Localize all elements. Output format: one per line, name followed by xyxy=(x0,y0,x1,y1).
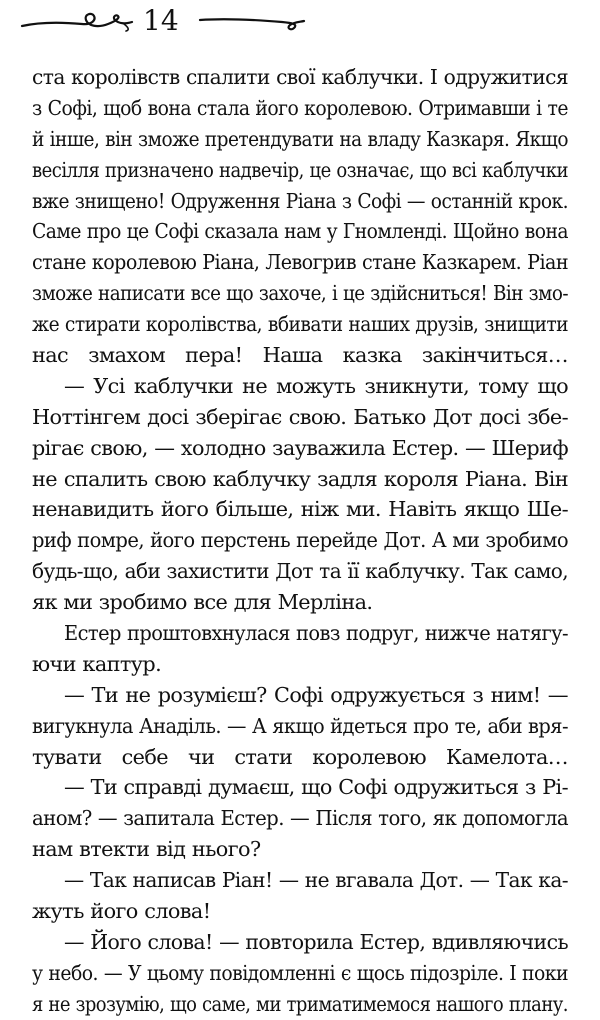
text-line: — Так написав Ріан! — не вгавала Дот. — Так ка- xyxy=(64,868,568,893)
text-line: вигукнула Анаділь. — А якщо йдеться про те, аби вря- xyxy=(32,713,568,738)
text-line: — Ти справді думаєш, що Софі одружиться з Рі- xyxy=(64,775,568,800)
text-line: нам втекти від нього? xyxy=(32,837,261,862)
text-line: аном? — запитала Естер. — Після того, як допомогла xyxy=(32,806,568,831)
text-line: стане королевою Ріана, Левогрив стане Казкарем. Ріан xyxy=(32,250,568,275)
text-line: ста королівств спалити свої каблучки. І одружитися xyxy=(32,65,568,89)
text-line: тувати себе чи стати королевою Камелота… xyxy=(32,744,568,769)
text-line: Естер проштовхнулася повз подруг, нижче натягу- xyxy=(64,621,568,646)
text-line: будь-що, аби захистити Дот та її каблучку. Так само, xyxy=(32,559,568,584)
text-line: не спалить свою каблучку задля короля Ріана. Він xyxy=(32,466,568,491)
text-line: рігає свою, — холодно зауважила Естер. — Шериф xyxy=(32,435,568,460)
text-line: як ми зробимо все для Мерліна. xyxy=(32,590,373,615)
page-number: 14 xyxy=(143,4,179,37)
text-line: — Його слова! — повторила Естер, вдивляючись xyxy=(64,929,568,954)
text-line: вже знищено! Одруження Ріана з Софі — останній крок. xyxy=(32,188,568,213)
text-line: з Софі, щоб вона стала його королевою. Отримавши і те xyxy=(32,95,568,120)
text-line: жуть його слова! xyxy=(32,899,211,924)
left-flourish-ornament-icon xyxy=(20,10,138,34)
text-line: ючи каптур. xyxy=(32,651,162,676)
page-body-text xyxy=(32,62,568,1020)
text-line: я не зрозумію, що саме, ми триматимемося нашого плану. xyxy=(32,991,568,1016)
right-flourish-ornament-icon xyxy=(198,10,306,34)
text-line: же стирати королівства, вбивати наших друзів, знищити xyxy=(32,312,568,337)
text-line: Саме про це Софі сказала нам у Гномленді. Щойно вона xyxy=(32,219,568,244)
text-line: риф помре, його перстень перейде Дот. А ми зробимо xyxy=(32,528,568,553)
page-header xyxy=(0,0,600,48)
text-line: нас змахом пера! Наша казка закінчиться… xyxy=(32,343,568,368)
text-line: зможе написати все що захоче, і це здійсниться! Він змо- xyxy=(32,281,568,306)
text-line: Ноттінгем досі зберігає свою. Батько Дот досі збе- xyxy=(32,404,568,429)
text-line: у небо. — У цьому повідомленні є щось підозріле. І поки xyxy=(32,960,568,985)
text-line: весілля призначено надвечір, це означає, що всі каблучки xyxy=(32,157,568,182)
text-line: ненавидить його більше, ніж ми. Навіть якщо Ше- xyxy=(32,497,568,522)
text-line: — Ти не розумієш? Софі одружується з ним! — xyxy=(64,682,568,707)
text-line: й інше, він зможе претендувати на владу Казкаря. Якщо xyxy=(32,126,568,151)
text-line: — Усі каблучки не можуть зникнути, тому що xyxy=(64,373,568,398)
